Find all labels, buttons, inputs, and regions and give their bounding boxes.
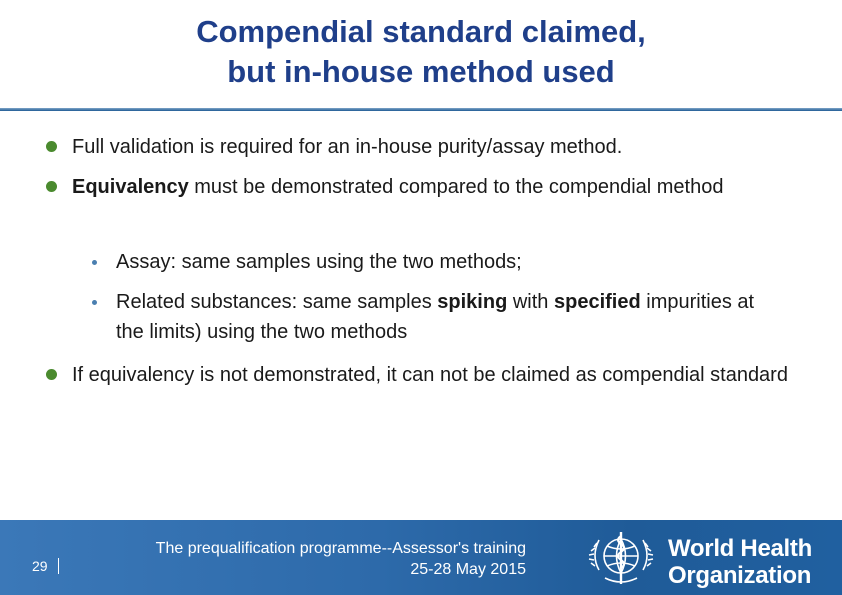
footer-caption <box>70 538 526 580</box>
bullet-dot <box>46 141 57 152</box>
sub-bullet-item <box>116 247 776 277</box>
org-line-2: Organization <box>668 562 812 589</box>
who-emblem-icon <box>585 526 657 590</box>
bullet-item <box>72 172 792 202</box>
sub-bullet-dot <box>92 260 97 265</box>
sub-bullet-text: Related substances: same samples <box>116 291 438 313</box>
organization-name <box>668 535 812 589</box>
title-line-2: but in-house method used <box>227 54 615 89</box>
bullet-dot <box>46 181 57 192</box>
slide-title <box>0 12 842 92</box>
sub-bullet-text: with <box>507 291 554 313</box>
bullet-item <box>72 132 792 162</box>
bullet-text: If equivalency is not demonstrated, it can not be claimed as compendial standard <box>72 364 788 386</box>
bullet-bold-term: Equivalency <box>72 176 189 198</box>
footer-line-2: 25-28 May 2015 <box>410 561 526 578</box>
sub-bullet-bold: specified <box>553 291 641 313</box>
sub-bullet-dot <box>92 300 97 305</box>
bullet-text: must be demonstrated compared to the compendial method <box>188 176 724 198</box>
bullet-item <box>72 360 792 390</box>
org-line-1: World Health <box>668 535 812 562</box>
page-number: 29 <box>32 558 48 574</box>
sub-bullet-text: impurities at the limits) using the two methods <box>116 291 755 343</box>
sub-bullet-bold: spiking <box>437 291 508 313</box>
footer-bar <box>0 520 842 595</box>
bullet-text: Full validation is required for an in-house purity/assay method. <box>72 136 623 158</box>
title-divider <box>0 108 842 111</box>
bullet-dot <box>46 369 57 380</box>
page-number-divider <box>58 558 59 574</box>
footer-line-1: The prequalification programme--Assessor's training <box>155 540 526 557</box>
sub-bullet-item <box>116 287 776 347</box>
sub-bullet-text: Assay: same samples using the two methods; <box>116 251 522 273</box>
title-line-1: Compendial standard claimed, <box>196 14 646 49</box>
